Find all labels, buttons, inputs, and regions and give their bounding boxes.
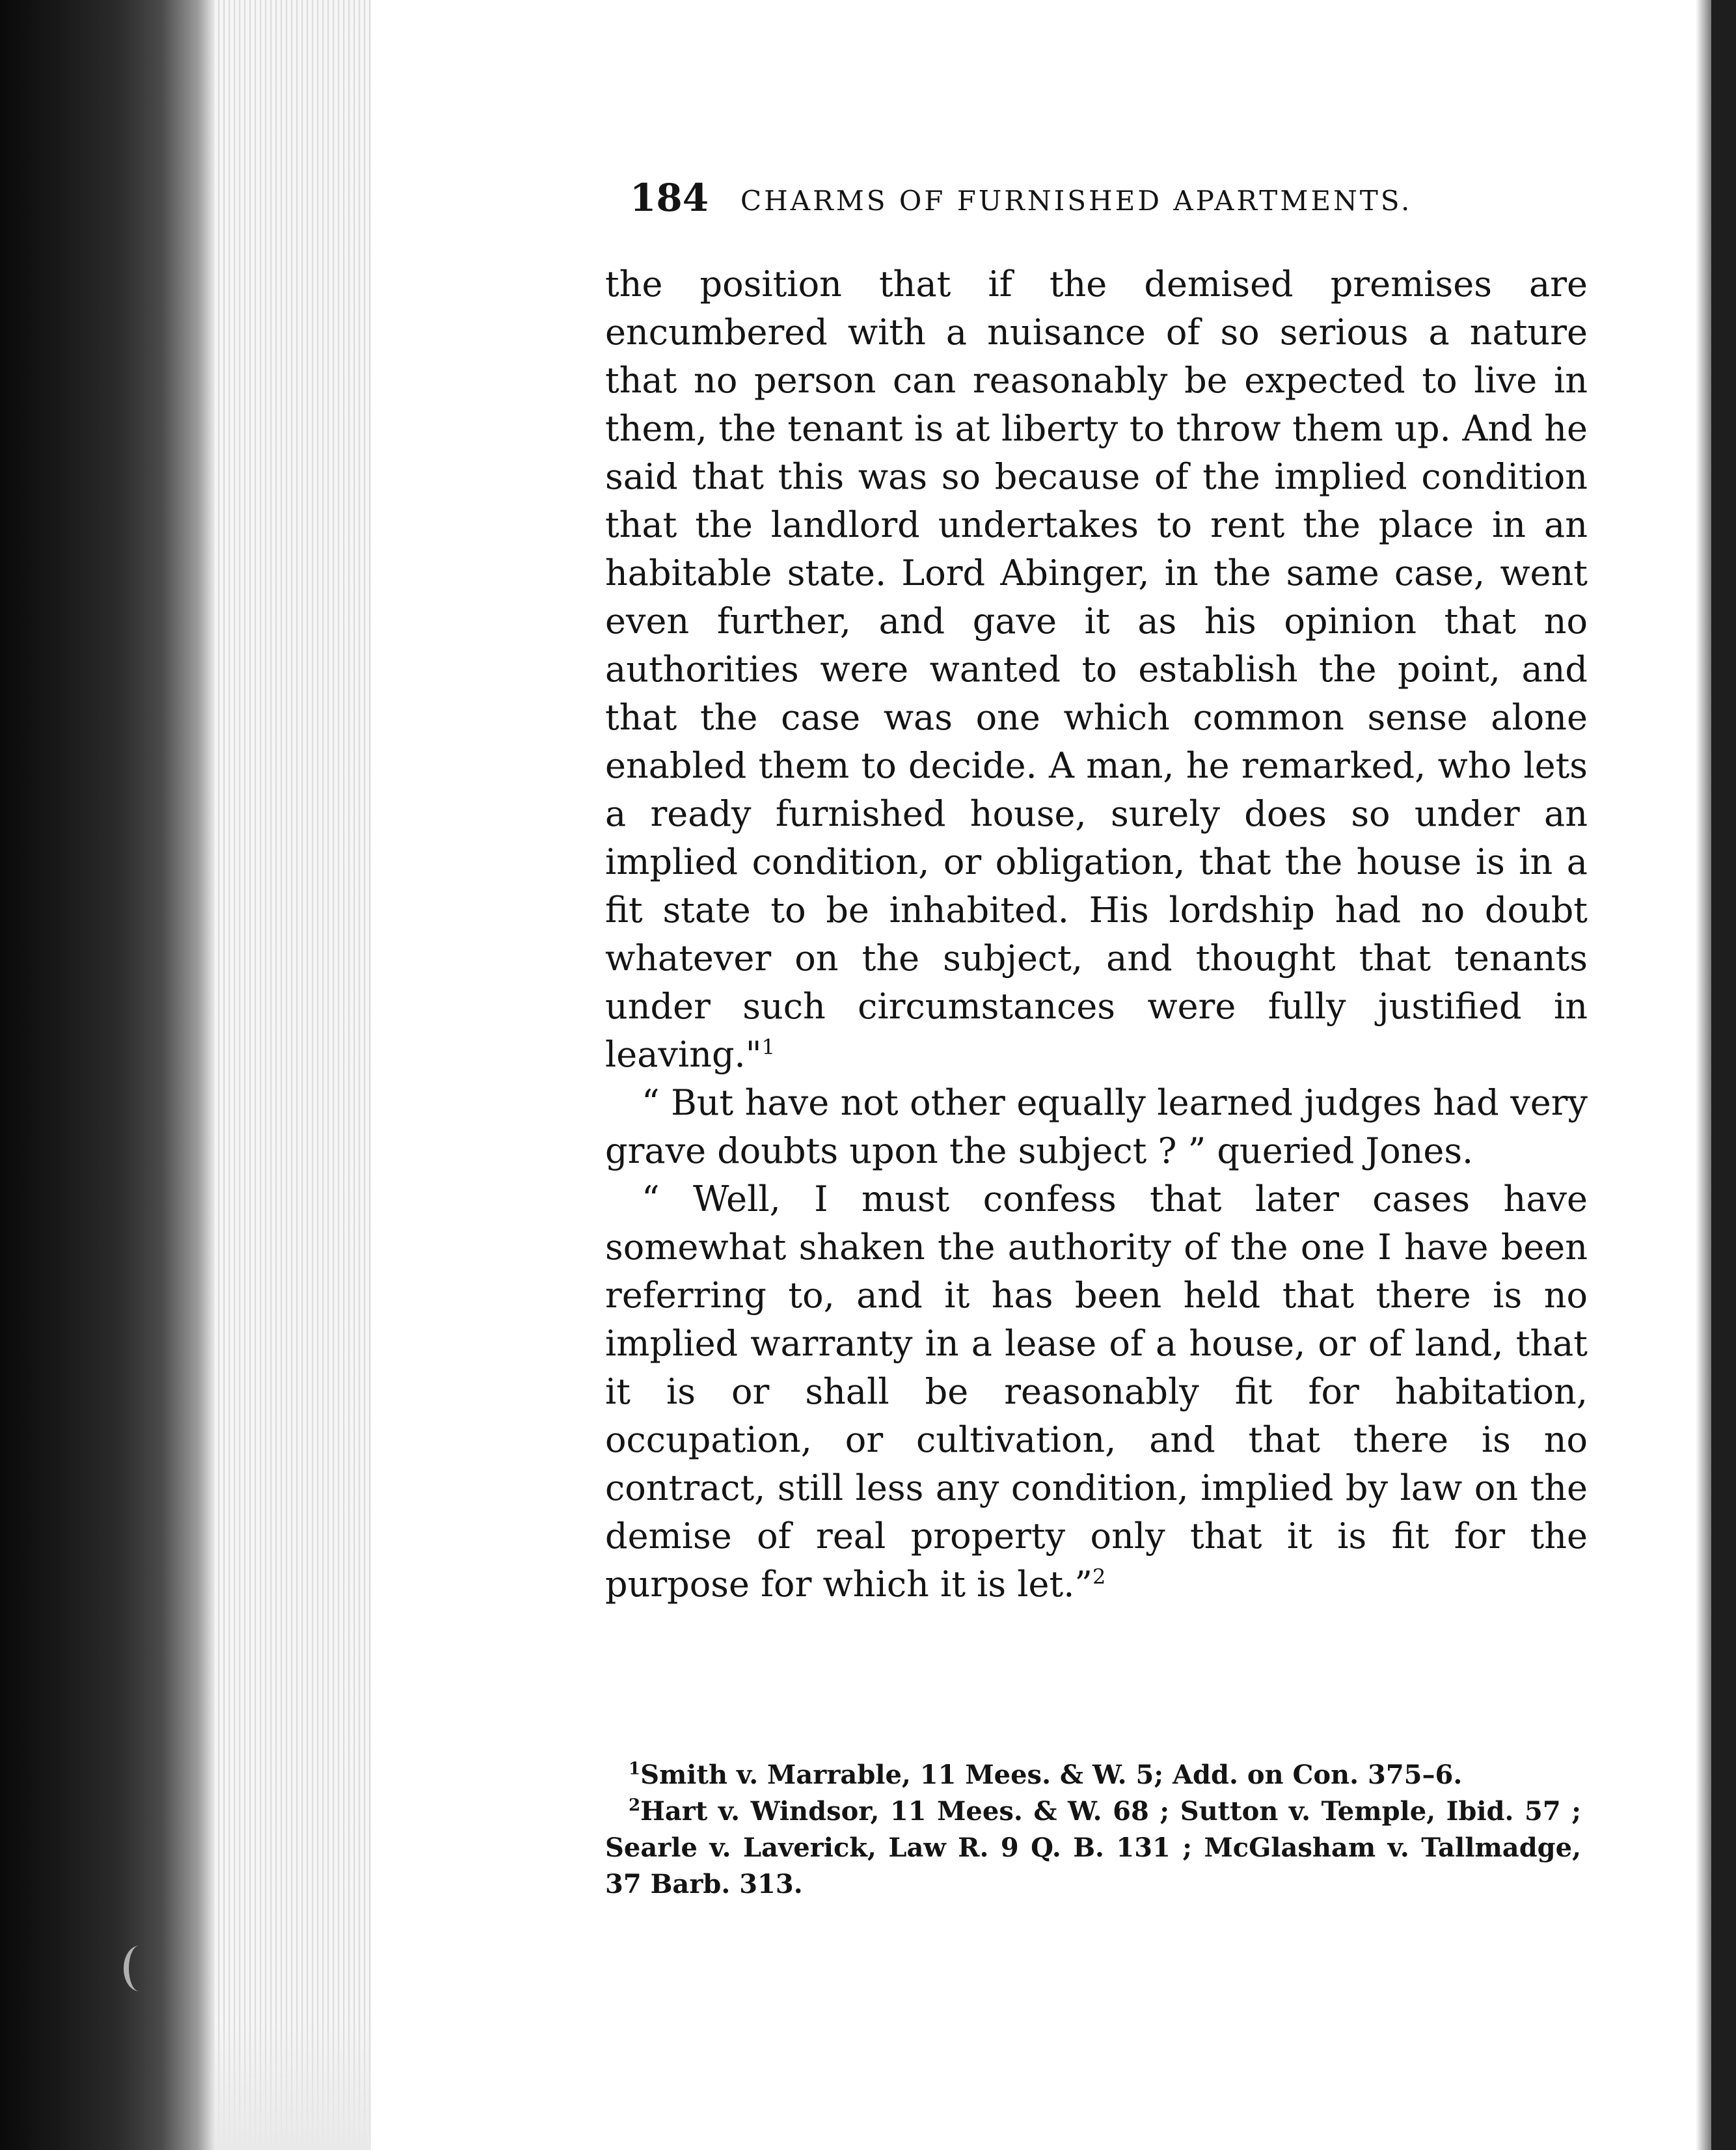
footnote-2-mark: 2 [629,1795,641,1816]
body-text [605,260,1588,1609]
footnote-ref-1: 1 [761,1035,775,1059]
paragraph-3 [605,1175,1588,1609]
page-header [630,176,1430,228]
paragraph-2-text: “ But have not other equally learned judges had very grave doubts upon the subject ? ” queried Jones. [605,1082,1588,1171]
book-spine-shadow [0,0,215,2150]
scan-artifact [124,1946,155,1991]
footnote-ref-2: 2 [1092,1564,1106,1589]
running-head: CHARMS OF FURNISHED APARTMENTS. [740,185,1413,217]
paragraph-1-text: the position that if the demised premises are encumbered with a nuisance of so serious a nature that no person can reasonably be expected to live in them, the tenant is at liberty to throw them up. And he said that this was so because of the implied condition that the landlord undertakes to rent the place in an habitable state. Lord Abinger, in the same case, went even further, and gave it as his opinion that no authorities were wanted to establish the point, and that the case was one which common sense alone enabled them to decide. A man, he remarked, who lets a ready furnished house, surely does so under an implied condition, or obligation, that the house is in a fit state to be inhabited. His lordship had no doubt whatever on the subject, and thought that tenants under such circumstances were fully justified in leaving." [605,264,1588,1075]
footnote-1 [605,1757,1581,1793]
scan-right-edge [1711,0,1736,2150]
page-edges [215,0,371,2150]
footnote-2 [605,1793,1581,1903]
paragraph-3-text: “ Well, I must confess that later cases have somewhat shaken the authority of the one I have been referring to, and it has been held that there is no implied warranty in a lease of a house, or of land, that it is or shall be reasonably fit for habitation, occupation, or cultivation, and that there is no contract, still less any condition, implied by law on the demise of real property only that it is fit for the purpose for which it is let.” [605,1178,1588,1605]
footnote-1-text: Smith v. Marrable, 11 Mees. & W. 5; Add. on Con. 375–6. [640,1760,1463,1790]
footnotes [605,1757,1581,1903]
page-number: 184 [630,176,709,220]
paragraph-2 [605,1079,1588,1175]
footnote-2-text: Hart v. Windsor, 11 Mees. & W. 68 ; Sutton v. Temple, Ibid. 57 ; Searle v. Laverick, Law R. 9 Q. B. 131 ; McGlasham v. Tallmadge, 37 Barb. 313. [605,1796,1581,1899]
footnote-1-mark: 1 [629,1759,641,1779]
paragraph-1 [605,260,1588,1079]
